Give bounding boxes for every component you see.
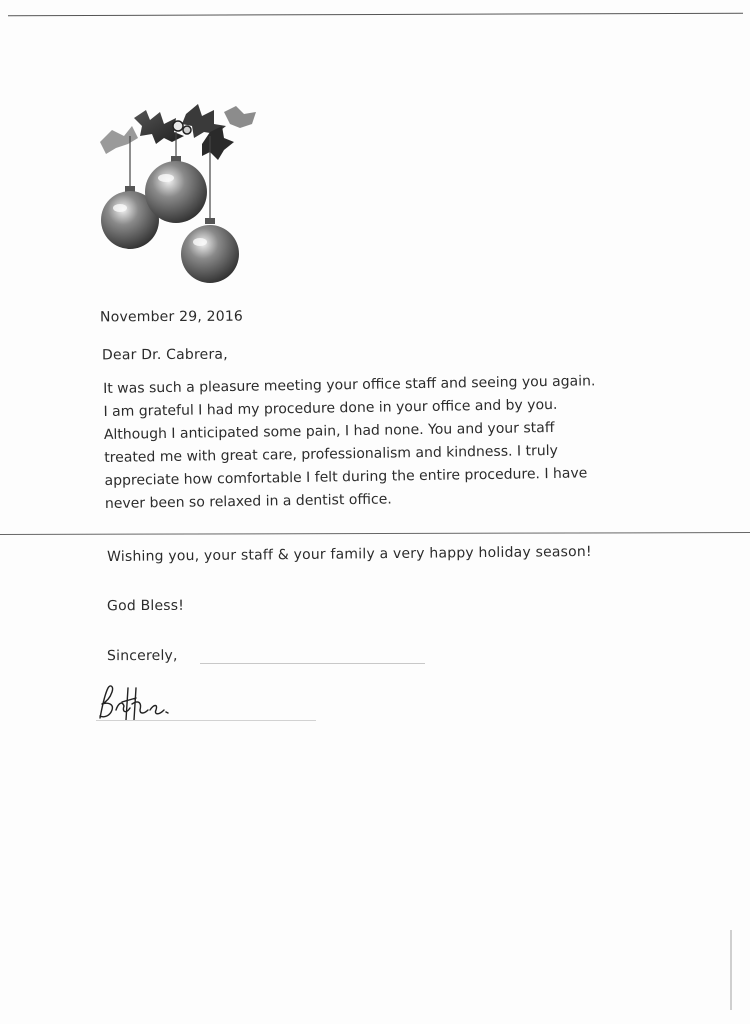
body-line: Although I anticipated some pain, I had none. You and your staff <box>103 419 555 443</box>
body-line: It was such a pleasure meeting your office staff and seeing you again. <box>103 373 596 397</box>
signature-icon <box>92 680 212 724</box>
closing: Sincerely, <box>106 647 178 665</box>
signature-rule <box>96 720 316 721</box>
faint-rule <box>200 663 425 664</box>
salutation: Dear Dr. Cabrera, <box>101 346 228 364</box>
body-line: appreciate how comfortable I felt during the entire procedure. I have <box>104 465 588 489</box>
christmas-ornaments-icon <box>94 96 264 296</box>
body-paragraph <box>103 370 597 516</box>
body-line: treated me with great care, professionalism and kindness. I truly <box>104 442 558 466</box>
body-line: never been so relaxed in a dentist office. <box>104 491 392 512</box>
middle-scan-line <box>0 532 750 535</box>
scan-edge-mark <box>730 930 732 1010</box>
letter-date: November 29, 2016 <box>99 308 244 326</box>
blessing: God Bless! <box>106 597 185 615</box>
holiday-wishes: Wishing you, your staff & your family a very happy holiday season! <box>107 543 592 565</box>
body-line: I am grateful I had my procedure done in your office and by you. <box>103 396 558 420</box>
top-scan-line <box>8 13 743 17</box>
